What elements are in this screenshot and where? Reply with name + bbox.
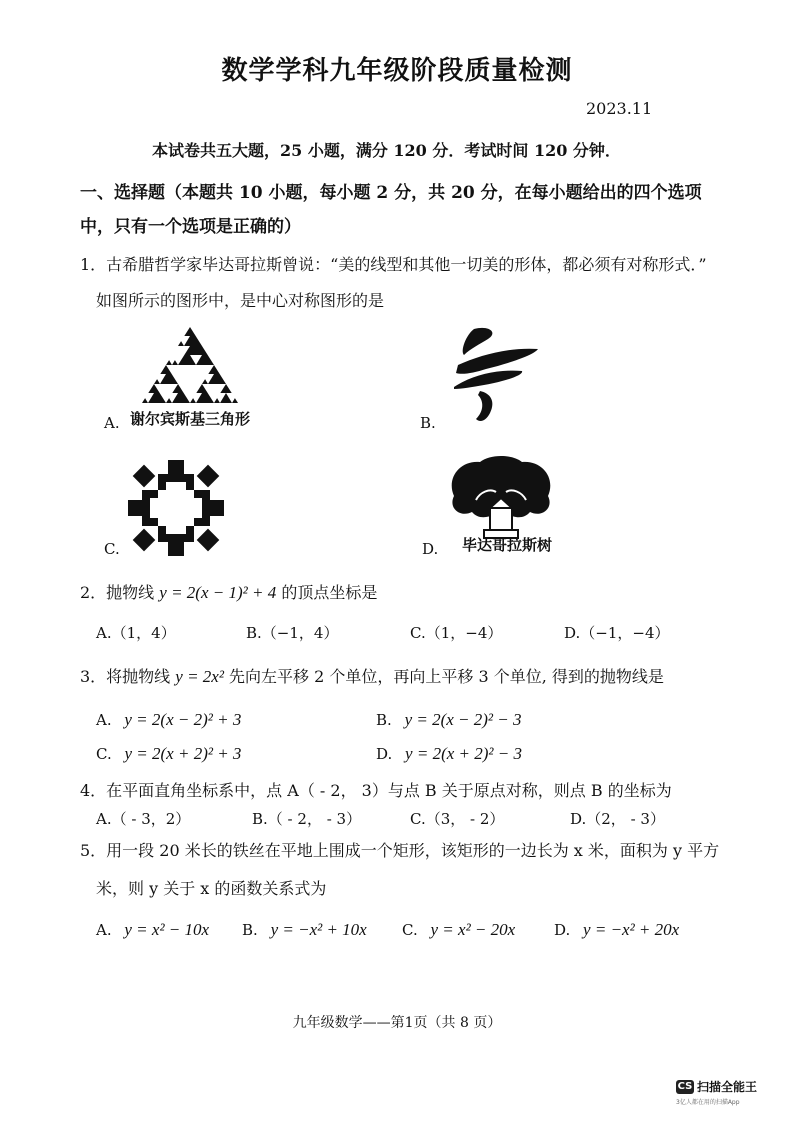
q5-option-a-label: A. — [96, 921, 112, 939]
page-footer: 九年级数学——第1页（共 8 页） — [292, 1015, 502, 1031]
q1-option-b-label: B. — [420, 414, 436, 432]
q1-stem-line1: 1．古希腊哲学家毕达哥拉斯曾说：“美的线型和其他一切美的形体，都必须有对称形式．” — [80, 255, 707, 274]
q1-stem-line2: 如图所示的图形中，是中心对称图形的是 — [96, 291, 385, 310]
q3-option-d-formula: y = 2(x + 2)² − 3 — [405, 744, 522, 763]
q3-option-d — [376, 744, 522, 764]
section-heading: 一、选择题（本题共 10 小题，每小题 2 分，共 20 分，在每小题给出的四个选项中，只有一个选项是正确的） — [80, 183, 702, 237]
q5-option-d-label: D. — [554, 921, 571, 939]
q5-option-c-label: C. — [402, 921, 418, 939]
q5-option-b-formula: y = −x² + 10x — [270, 920, 367, 939]
q4-stem: 4．在平面直角坐标系中，点 A（ - 2， 3）与点 B 关于原点对称，则点 B 的坐标为 — [80, 781, 672, 800]
q5-option-b-label: B. — [242, 921, 258, 939]
scanner-badge-subtitle: 3亿人都在用的扫描App — [676, 1099, 740, 1106]
q3-option-a-formula: y = 2(x − 2)² + 3 — [124, 710, 242, 729]
q2-stem — [80, 580, 377, 603]
brush-stroke-figure — [450, 325, 542, 425]
scanner-badge-title: 扫描全能王 — [697, 1080, 758, 1094]
exam-intro: 本试卷共五大题，25 小题，满分 120 分．考试时间 120 分钟． — [152, 141, 621, 160]
sierpinski-triangle-figure — [140, 325, 240, 405]
q5-stem-line1: 5．用一段 20 米长的铁丝在平地上围成一个矩形，该矩形的一边长为 x 米，面积为 y 平方 — [80, 841, 720, 860]
q3-option-a — [96, 710, 241, 730]
q3-formula: y = 2x² — [175, 667, 224, 686]
q2-option-a: A.（1，4） — [96, 624, 176, 642]
q3-suffix: 先向左平移 2 个单位，再向上平移 3 个单位, 得到的抛物线是 — [229, 667, 664, 686]
q2-formula: y = 2(x − 1)² + 4 — [159, 583, 277, 602]
scanner-badge — [676, 1076, 768, 1106]
q3-option-d-label: D. — [376, 745, 393, 763]
q2-option-b: B.（−1，4） — [246, 624, 339, 642]
q4-option-a: A.（ - 3，2） — [96, 810, 191, 828]
q3-prefix: 3．将抛物线 — [80, 667, 171, 686]
q1-option-a-label: A. — [104, 414, 120, 432]
q4-option-d: D.（2， - 3） — [570, 810, 665, 828]
q3-option-b-formula: y = 2(x − 2)² − 3 — [404, 710, 522, 729]
exam-date: 2023.11 — [586, 99, 653, 118]
q5-option-d — [554, 920, 679, 940]
q1-option-d-label: D. — [422, 540, 439, 558]
q3-option-b — [376, 710, 522, 730]
square-pattern-figure — [128, 460, 224, 556]
q5-option-a — [96, 920, 209, 940]
q3-option-a-label: A. — [96, 711, 112, 729]
q5-option-b — [242, 920, 367, 940]
q1-option-c-label: C. — [104, 540, 120, 558]
q3-option-b-label: B. — [376, 711, 392, 729]
q3-option-c — [96, 744, 241, 764]
q2-option-c: C.（1，−4） — [410, 624, 503, 642]
q2-option-d: D.（−1，−4） — [564, 624, 670, 642]
q2-prefix: 2．抛物线 — [80, 583, 155, 602]
q3-option-c-label: C. — [96, 745, 112, 763]
q3-option-c-formula: y = 2(x + 2)² + 3 — [124, 744, 242, 763]
q5-option-c-formula: y = x² − 20x — [430, 920, 516, 939]
q4-option-b: B.（ - 2， - 3） — [252, 810, 362, 828]
page-title: 数学学科九年级阶段质量检测 — [221, 56, 573, 86]
q1-option-d-caption: 毕达哥拉斯树 — [462, 536, 553, 554]
q5-option-a-formula: y = x² − 10x — [124, 920, 210, 939]
q3-stem — [80, 664, 664, 687]
scanner-logo-icon: CS — [677, 1080, 693, 1092]
pythagoras-tree-figure — [446, 456, 556, 540]
q5-stem-line2: 米，则 y 关于 x 的函数关系式为 — [96, 879, 327, 898]
q1-option-a-caption: 谢尔宾斯基三角形 — [130, 410, 251, 428]
q4-option-c: C.（3， - 2） — [410, 810, 505, 828]
q5-option-d-formula: y = −x² + 20x — [583, 920, 680, 939]
q2-suffix: 的顶点坐标是 — [281, 583, 378, 602]
q5-option-c — [402, 920, 515, 940]
